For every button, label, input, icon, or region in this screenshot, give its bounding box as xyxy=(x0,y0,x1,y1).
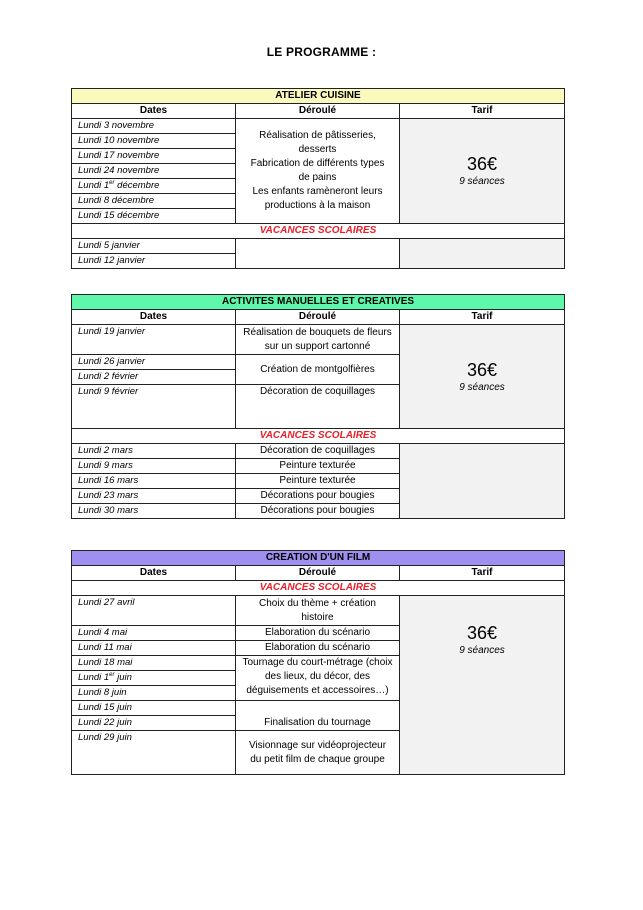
date-cell: Lundi 10 novembre xyxy=(72,134,236,149)
date-cell: Lundi 8 juin xyxy=(72,686,236,701)
date-cell: Lundi 5 janvier xyxy=(72,239,236,254)
date-cell: Lundi 4 mai xyxy=(72,626,236,641)
price: 36€ xyxy=(466,154,498,174)
date-cell: Lundi 23 mars xyxy=(72,489,236,504)
deroule-cell: Visionnage sur vidéoprojecteur du petit film de chaque groupe xyxy=(236,731,400,775)
tarif-cell xyxy=(400,119,565,224)
film-table xyxy=(71,550,565,775)
vacances-scolaires: VACANCES SCOLAIRES xyxy=(72,224,565,239)
date-suffix: er xyxy=(109,671,115,678)
tarif-cell-empty xyxy=(400,239,565,269)
date-cell: Lundi 8 décembre xyxy=(72,194,236,209)
deroule-cell: Choix du thème + création histoire xyxy=(236,596,400,626)
col-dates: Dates xyxy=(72,104,236,119)
sessions: 9 séances xyxy=(459,176,505,187)
deroule-line: desserts xyxy=(298,144,337,155)
vacances-scolaires: VACANCES SCOLAIRES xyxy=(72,581,565,596)
tarif-cell xyxy=(400,325,565,429)
activites-title: ACTIVITES MANUELLES ET CREATIVES xyxy=(72,295,565,310)
col-tarif: Tarif xyxy=(400,310,565,325)
date-cell: Lundi 26 janvier xyxy=(72,355,236,370)
date-cell: Lundi 16 mars xyxy=(72,474,236,489)
date-text: Lundi 1 xyxy=(78,180,110,191)
date-cell: Lundi 29 juin xyxy=(72,731,236,775)
deroule-cell: Finalisation du tournage xyxy=(236,701,400,731)
col-deroule: Déroulé xyxy=(236,104,400,119)
deroule-cell-empty xyxy=(236,239,400,269)
vacances-scolaires: VACANCES SCOLAIRES xyxy=(72,429,565,444)
col-tarif: Tarif xyxy=(400,104,565,119)
date-cell xyxy=(72,179,236,194)
col-deroule: Déroulé xyxy=(236,310,400,325)
deroule-cell: Décoration de coquillages xyxy=(236,385,400,429)
date-cell: Lundi 11 mai xyxy=(72,641,236,656)
deroule-cell: Décorations pour bougies xyxy=(236,504,400,519)
atelier-cuisine-table xyxy=(71,88,565,269)
date-cell: Lundi 2 février xyxy=(72,370,236,385)
deroule-line: productions à la maison xyxy=(264,200,371,211)
date-cell: Lundi 19 janvier xyxy=(72,325,236,355)
deroule-cell xyxy=(236,119,400,224)
deroule-cell: Décoration de coquillages xyxy=(236,444,400,459)
date-cell xyxy=(72,671,236,686)
date-cell: Lundi 9 février xyxy=(72,385,236,429)
deroule-line: Fabrication de différents types xyxy=(250,158,385,169)
date-cell: Lundi 12 janvier xyxy=(72,254,236,269)
date-cell: Lundi 27 avril xyxy=(72,596,236,626)
deroule-line: de pains xyxy=(298,172,337,183)
col-tarif: Tarif xyxy=(400,566,565,581)
deroule-cell: Elaboration du scénario xyxy=(236,626,400,641)
sessions: 9 séances xyxy=(459,381,505,393)
price: 36€ xyxy=(466,359,498,380)
date-cell: Lundi 15 décembre xyxy=(72,209,236,224)
date-cell: Lundi 2 mars xyxy=(72,444,236,459)
date-text-rest: décembre xyxy=(114,180,160,191)
deroule-line: Réalisation de pâtisseries, xyxy=(259,130,376,141)
page-title: LE PROGRAMME : xyxy=(266,45,377,59)
date-cell: Lundi 15 juin xyxy=(72,701,236,716)
date-cell: Lundi 9 mars xyxy=(72,459,236,474)
date-cell: Lundi 22 juin xyxy=(72,716,236,731)
date-text-rest: juin xyxy=(114,672,132,683)
date-cell: Lundi 3 novembre xyxy=(72,119,236,134)
film-title: CREATION D'UN FILM xyxy=(72,551,565,566)
sessions: 9 séances xyxy=(459,645,505,656)
activites-table xyxy=(71,294,565,519)
price: 36€ xyxy=(466,623,498,643)
col-dates: Dates xyxy=(72,566,236,581)
date-cell: Lundi 24 novembre xyxy=(72,164,236,179)
date-cell: Lundi 18 mai xyxy=(72,656,236,671)
deroule-cell: Peinture texturée xyxy=(236,474,400,489)
tarif-cell-empty xyxy=(400,444,565,519)
deroule-cell: Peinture texturée xyxy=(236,459,400,474)
col-deroule: Déroulé xyxy=(236,566,400,581)
deroule-cell: Création de montgolfières xyxy=(236,355,400,385)
col-dates: Dates xyxy=(72,310,236,325)
date-text: Lundi 1 xyxy=(78,672,110,683)
date-cell: Lundi 30 mars xyxy=(72,504,236,519)
deroule-cell: Décorations pour bougies xyxy=(236,489,400,504)
deroule-cell: Tournage du court-métrage (choix des lieux, du décor, des déguisements et accessoires…) xyxy=(236,656,400,701)
date-cell: Lundi 17 novembre xyxy=(72,149,236,164)
deroule-cell: Elaboration du scénario xyxy=(236,641,400,656)
deroule-line: Les enfants ramèneront leurs xyxy=(252,186,383,197)
atelier-cuisine-title: ATELIER CUISINE xyxy=(72,89,565,104)
tarif-cell xyxy=(400,596,565,775)
date-suffix: er xyxy=(109,179,115,186)
deroule-cell: Réalisation de bouquets de fleurs sur un support cartonné xyxy=(236,325,400,355)
